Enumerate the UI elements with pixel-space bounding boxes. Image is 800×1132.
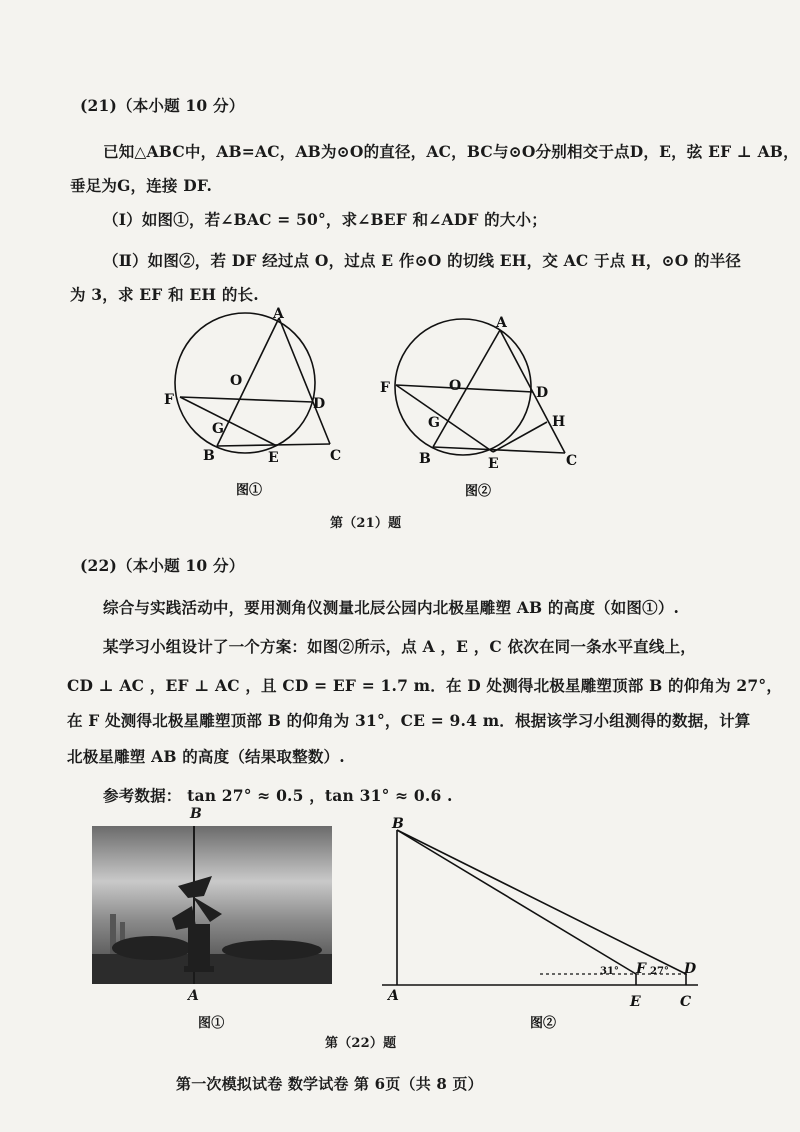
page-footer: 第一次模拟试卷 数学试卷 第 6页（共 8 页）: [176, 1075, 483, 1093]
fig2-AB: [433, 330, 500, 447]
fig22-label-C: C: [680, 994, 692, 1010]
q21-fig2-caption: 图②: [465, 484, 492, 499]
fig22-angle-31: 31°: [600, 966, 619, 977]
fig2-label-C: C: [566, 453, 578, 469]
fig1-AC: [279, 318, 330, 444]
q22-ref: 参考数据： tan 27° ≈ 0.5 ，tan 31° ≈ 0.6 .: [103, 786, 453, 805]
q22-fig2-caption: 图②: [530, 1016, 557, 1031]
q21-part1: （Ⅰ）如图①，若∠BAC = 50°，求∠BEF 和∠ADF 的大小；: [103, 210, 547, 229]
photo-label-B: B: [190, 806, 203, 822]
fig1-label-B: B: [203, 448, 215, 464]
fig22-BF: [397, 830, 636, 974]
fig1-label-F: F: [164, 392, 174, 408]
q21-line2: 垂足为G，连接 DF.: [70, 176, 213, 195]
fig2-FD: [396, 385, 533, 392]
q22-line4: 在 F 处测得北极星雕塑顶部 B 的仰角为 31°，CE = 9.4 m．根据该学习小组测得的数据，计算: [67, 711, 751, 730]
q21-part2a: （Ⅱ）如图②，若 DF 经过点 O，过点 E 作⊙O 的切线 EH，交 AC 于点 H，⊙O 的半径: [103, 251, 742, 270]
fig1-label-C: C: [330, 448, 342, 464]
fig2-BC: [433, 447, 565, 453]
photo-label-A: A: [188, 988, 200, 1004]
q22-line1: 综合与实践活动中，要用测角仪测量北辰公园内北极星雕塑 AB 的高度（如图①）.: [103, 598, 680, 617]
fig1-AB: [217, 318, 279, 446]
fig2-label-G: G: [428, 415, 440, 431]
fig22-angle-27: 27°: [650, 966, 669, 977]
q22-line3: CD ⊥ AC ，EF ⊥ AC ，且 CD = EF = 1.7 m．在 D 处测得北极星雕塑顶部 B 的仰角为 27°，: [67, 676, 783, 695]
q22-header: (22)（本小题 10 分）: [80, 556, 245, 575]
fig2-label-B: B: [419, 451, 431, 467]
q22-line5: 北极星雕塑 AB 的高度（结果取整数）.: [67, 747, 345, 766]
q21-header: (21)（本小题 10 分）: [80, 96, 245, 115]
fig2-label-O: O: [449, 378, 462, 394]
fig1-BC: [217, 444, 330, 446]
fig2-label-H: H: [552, 414, 566, 430]
fig22-label-B: B: [392, 816, 404, 832]
fig2-label-A: A: [496, 315, 507, 331]
fig2-label-E: E: [488, 456, 499, 472]
fig2-circle: [395, 319, 531, 455]
q22-line2: 某学习小组设计了一个方案：如图②所示，点 A ，E ，C 依次在同一条水平直线上，: [103, 637, 696, 656]
fig1-circle: [175, 313, 315, 453]
fig2-AC: [500, 330, 565, 453]
fig2-label-F: F: [380, 380, 390, 396]
fig2-FE: [396, 385, 493, 452]
q21-line1: 已知△ABC中，AB=AC，AB为⊙O的直径，AC，BC与⊙O分别相交于点D，E，弦 EF ⊥ AB，: [103, 142, 799, 161]
fig22-BD: [397, 830, 686, 974]
q22-fig1-caption: 图①: [198, 1016, 225, 1031]
fig1-FD: [180, 397, 313, 402]
fig1-label-G: G: [212, 421, 224, 437]
q21-caption: 第（21）题: [330, 516, 402, 531]
fig2-EH: [493, 422, 547, 452]
fig22-label-A: A: [388, 988, 399, 1004]
sculpture-illustration: [92, 826, 332, 984]
fig1-label-E: E: [268, 450, 279, 466]
q22-caption: 第（22）题: [325, 1036, 397, 1051]
fig2-label-D: D: [536, 385, 549, 401]
fig22-label-D: D: [684, 961, 697, 977]
fig1-label-O: O: [230, 373, 243, 389]
q21-part2b: 为 3，求 EF 和 EH 的长.: [70, 285, 259, 304]
q21-fig1-caption: 图①: [236, 483, 263, 498]
fig1-label-D: D: [313, 396, 326, 412]
sculpture-photo: [92, 826, 332, 984]
fig22-label-E: E: [630, 994, 641, 1010]
fig1-FE: [180, 397, 275, 445]
fig22-label-F: F: [636, 961, 646, 977]
fig1-label-A: A: [273, 306, 284, 322]
